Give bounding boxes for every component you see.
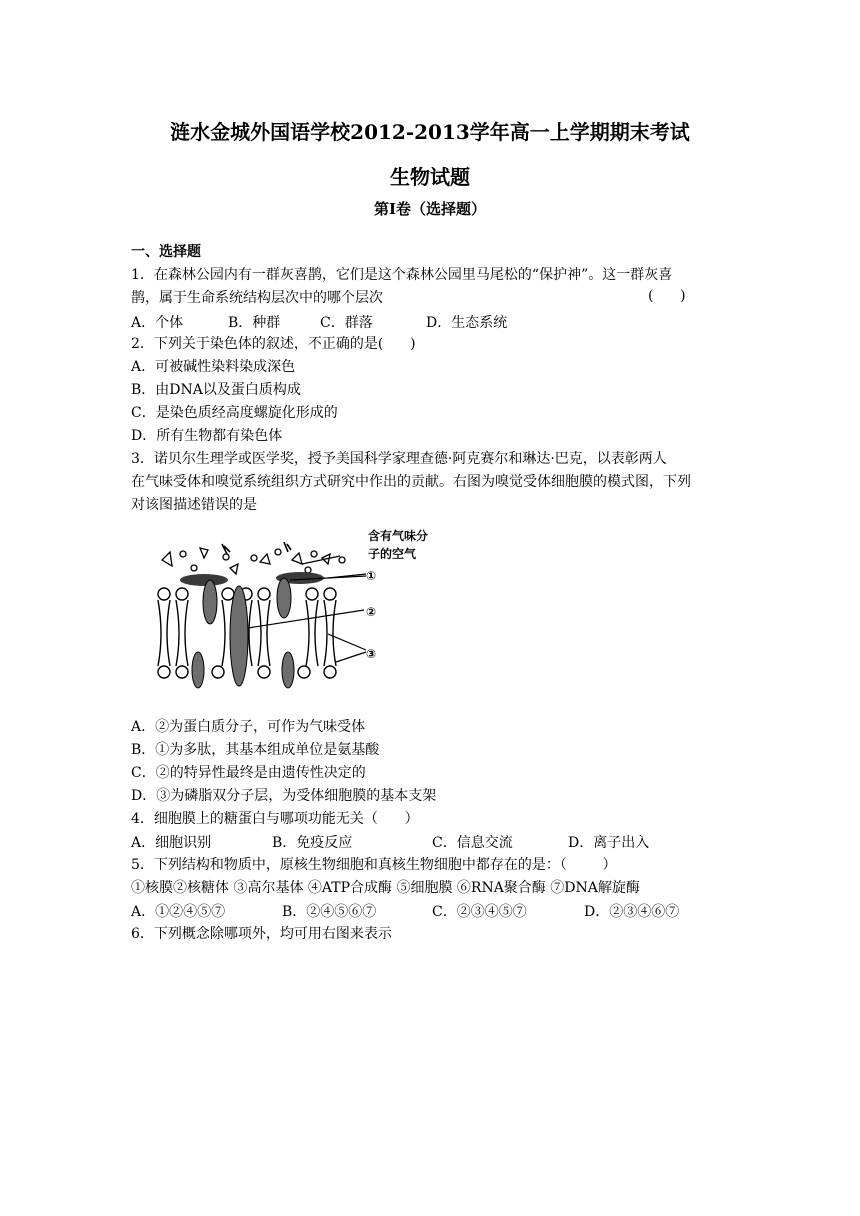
q6-stem: 6．下列概念除哪项外，均可用右图来表示	[131, 926, 392, 942]
q3-line1: 3．诺贝尔生理学或医学奖，授予美国科学家理查德·阿克赛尔和琳达·巴克，以表彰两人	[131, 451, 667, 467]
membrane-proteins	[192, 578, 294, 688]
q4-stem: 4．细胞膜上的糖蛋白与哪项功能无关（ ）	[131, 811, 419, 827]
q5-option-c: C．②③④⑤⑦	[432, 904, 527, 920]
q3-option-d: D．③为磷脂双分子层，为受体细胞膜的基本支架	[131, 788, 437, 804]
q1-answer-paren: ( )	[648, 288, 686, 304]
q5-option-d: D．②③④⑥⑦	[584, 904, 680, 920]
q5-items: ①核膜②核糖体 ③高尔基体 ④ATP合成酶 ⑤细胞膜 ⑥RNA聚合酶 ⑦DNA解旋酶	[131, 880, 640, 896]
q1-option-a: A．个体	[131, 315, 184, 331]
section-heading: 一、选择题	[131, 244, 201, 260]
label-mark-3: ③	[366, 647, 377, 661]
label-mark-1: ①	[366, 569, 377, 583]
q1-line1: 1．在森林公园内有一群灰喜鹊，它们是这个森林公园里马尾松的“保护神”。这一群灰喜	[131, 267, 673, 283]
q5-option-b: B．②④⑤⑥⑦	[282, 904, 377, 920]
q2-option-a: A．可被碱性染料染成深色	[131, 359, 296, 375]
label-mark-2: ②	[366, 605, 377, 619]
q5-option-a: A．①②④⑤⑦	[131, 904, 226, 920]
q2-option-d: D．所有生物都有染色体	[131, 428, 283, 444]
odor-molecules	[162, 542, 345, 574]
q1-line2: 鹊，属于生命系统结构层次中的哪个层次	[131, 290, 383, 306]
membrane-diagram	[152, 524, 452, 704]
q4-option-d: D．离子出入	[568, 835, 650, 851]
label-odor-air-1: 含有气味分	[368, 529, 429, 543]
q4-option-b: B．免疫反应	[272, 835, 353, 851]
q5-stem: 5．下列结构和物质中，原核生物细胞和真核生物细胞中都存在的是：（ ）	[131, 857, 617, 873]
q1-option-d: D．生态系统	[426, 315, 508, 331]
q2-option-c: C．是染色质经高度螺旋化形成的	[131, 405, 338, 421]
exam-title: 涟水金城外国语学校2012-2013学年高一上学期期末考试	[170, 120, 690, 144]
label-odor-air-2: 子的空气	[368, 547, 417, 561]
q1-option-c: C．群落	[320, 315, 373, 331]
q4-option-a: A．细胞识别	[131, 835, 212, 851]
q3-line3: 对该图描述错误的是	[131, 497, 257, 513]
q3-line2: 在气味受体和嗅觉系统组织方式研究中作出的贡献。右图为嗅觉受体细胞膜的模式图，下列	[131, 474, 691, 490]
subject-title: 生物试题	[390, 165, 470, 189]
q3-option-c: C．②的特异性最终是由遗传性决定的	[131, 765, 366, 781]
q4-option-c: C．信息交流	[432, 835, 513, 851]
q2-option-b: B．由DNA以及蛋白质构成	[131, 382, 301, 398]
part-title: 第Ⅰ卷（选择题）	[373, 200, 487, 218]
q2-stem: 2．下列关于染色体的叙述，不正确的是( )	[131, 336, 416, 352]
q1-option-b: B．种群	[228, 315, 281, 331]
cell-membrane-figure	[152, 524, 452, 704]
q3-option-b: B．①为多肽，其基本组成单位是氨基酸	[131, 742, 380, 758]
q3-option-a: A．②为蛋白质分子，可作为气味受体	[131, 719, 366, 735]
